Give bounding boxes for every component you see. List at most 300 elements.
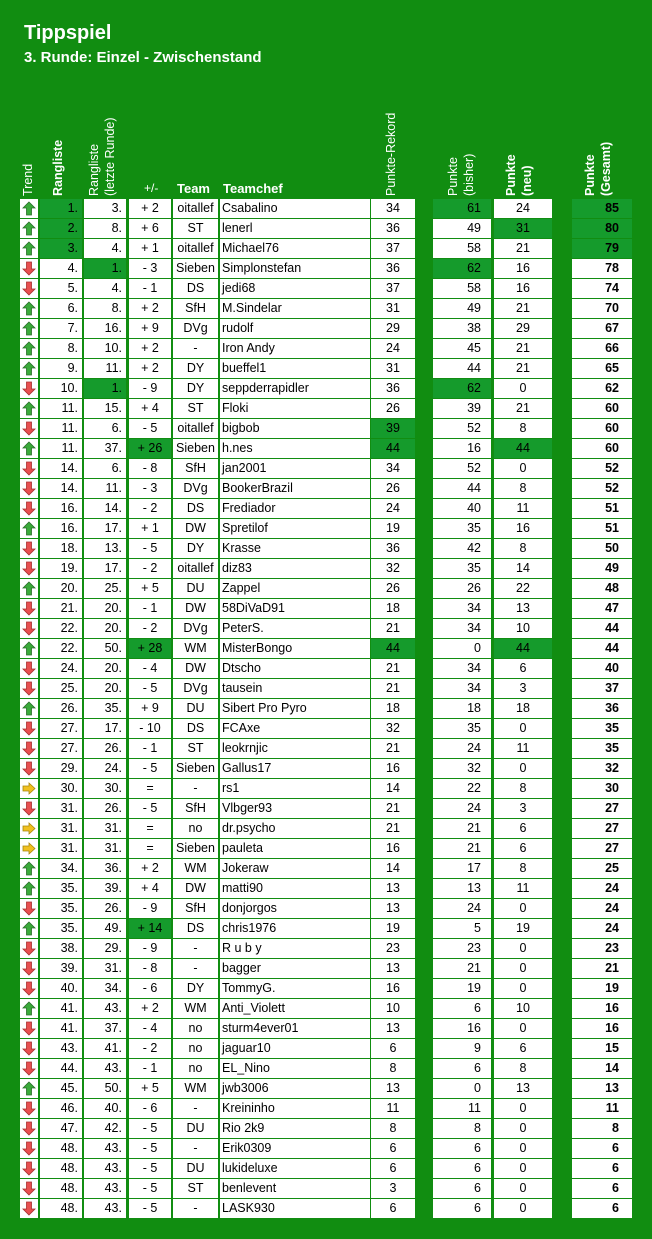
cell-rank: 5.	[40, 279, 82, 298]
cell-chef: Frediador	[220, 499, 370, 518]
arrow-down-icon	[20, 719, 38, 738]
cell-team: DVg	[173, 479, 218, 498]
cell-team: DS	[173, 919, 218, 938]
cell-neu: 21	[494, 339, 552, 358]
cell-prev: 30.	[84, 779, 126, 798]
cell-diff: - 2	[129, 619, 171, 638]
cell-bisher: 62	[433, 259, 491, 278]
cell-bisher: 34	[433, 659, 491, 678]
cell-prev: 31.	[84, 839, 126, 858]
cell-rank: 35.	[40, 879, 82, 898]
table-row	[19, 859, 633, 878]
cell-neu: 0	[494, 459, 552, 478]
cell-chef: Jokeraw	[220, 859, 370, 878]
table-row	[19, 899, 633, 918]
cell-prev: 39.	[84, 879, 126, 898]
cell-neu: 8	[494, 419, 552, 438]
cell-ges: 11	[572, 1099, 632, 1118]
cell-rec: 13	[371, 1019, 415, 1038]
cell-ges: 70	[572, 299, 632, 318]
cell-rank: 48.	[40, 1159, 82, 1178]
cell-rank: 46.	[40, 1099, 82, 1118]
arrow-down-icon	[20, 799, 38, 818]
cell-chef: diz83	[220, 559, 370, 578]
cell-chef: PeterS.	[220, 619, 370, 638]
cell-rank: 31.	[40, 799, 82, 818]
cell-prev: 49.	[84, 919, 126, 938]
table-row	[19, 739, 633, 758]
arrow-right-icon	[20, 779, 38, 798]
cell-chef: donjorgos	[220, 899, 370, 918]
arrow-down-icon	[20, 459, 38, 478]
cell-neu: 0	[494, 1159, 552, 1178]
cell-chef: bueffel1	[220, 359, 370, 378]
arrow-up-icon	[20, 199, 38, 218]
cell-bisher: 21	[433, 839, 491, 858]
cell-rec: 31	[371, 299, 415, 318]
cell-prev: 17.	[84, 519, 126, 538]
cell-team: WM	[173, 999, 218, 1018]
cell-neu: 11	[494, 879, 552, 898]
cell-rec: 36	[371, 219, 415, 238]
arrow-down-icon	[20, 1139, 38, 1158]
cell-rec: 19	[371, 519, 415, 538]
cell-diff: + 9	[129, 699, 171, 718]
table-row	[19, 1159, 633, 1178]
cell-rec: 3	[371, 1179, 415, 1198]
header-prev-line1: Rangliste	[87, 143, 101, 196]
cell-rec: 34	[371, 459, 415, 478]
table-row	[19, 619, 633, 638]
cell-rank: 41.	[40, 999, 82, 1018]
table-row	[19, 639, 633, 658]
cell-rank: 22.	[40, 619, 82, 638]
cell-ges: 19	[572, 979, 632, 998]
cell-bisher: 17	[433, 859, 491, 878]
cell-ges: 60	[572, 399, 632, 418]
cell-ges: 25	[572, 859, 632, 878]
cell-ges: 44	[572, 639, 632, 658]
cell-team: SfH	[173, 299, 218, 318]
cell-ges: 44	[572, 619, 632, 638]
cell-prev: 31.	[84, 819, 126, 838]
cell-chef: M.Sindelar	[220, 299, 370, 318]
cell-team: -	[173, 1099, 218, 1118]
cell-bisher: 45	[433, 339, 491, 358]
cell-neu: 8	[494, 539, 552, 558]
cell-neu: 6	[494, 1039, 552, 1058]
table-row	[19, 959, 633, 978]
table-row	[19, 779, 633, 798]
cell-team: DW	[173, 599, 218, 618]
cell-team: DU	[173, 579, 218, 598]
cell-ges: 40	[572, 659, 632, 678]
cell-rank: 48.	[40, 1179, 82, 1198]
cell-rank: 27.	[40, 719, 82, 738]
cell-prev: 26.	[84, 799, 126, 818]
cell-team: DVg	[173, 679, 218, 698]
cell-bisher: 11	[433, 1099, 491, 1118]
cell-chef: Csabalino	[220, 199, 370, 218]
cell-prev: 25.	[84, 579, 126, 598]
cell-team: Sieben	[173, 439, 218, 458]
table-row	[19, 839, 633, 858]
table-row	[19, 259, 633, 278]
cell-rank: 45.	[40, 1079, 82, 1098]
cell-rec: 18	[371, 699, 415, 718]
cell-prev: 40.	[84, 1099, 126, 1118]
cell-neu: 8	[494, 1059, 552, 1078]
cell-rank: 4.	[40, 259, 82, 278]
arrow-up-icon	[20, 239, 38, 258]
cell-ges: 74	[572, 279, 632, 298]
cell-ges: 32	[572, 759, 632, 778]
table-row	[19, 1039, 633, 1058]
cell-rank: 8.	[40, 339, 82, 358]
cell-bisher: 35	[433, 519, 491, 538]
cell-team: DY	[173, 539, 218, 558]
arrow-down-icon	[20, 1099, 38, 1118]
cell-chef: Rio 2k9	[220, 1119, 370, 1138]
cell-diff: + 28	[129, 639, 171, 658]
cell-rank: 39.	[40, 959, 82, 978]
header-bisher-line2: (bisher)	[462, 153, 476, 196]
cell-prev: 37.	[84, 1019, 126, 1038]
cell-rec: 13	[371, 879, 415, 898]
header-chef: Teamchef	[223, 181, 283, 196]
cell-bisher: 9	[433, 1039, 491, 1058]
table-row	[19, 1119, 633, 1138]
table-row	[19, 559, 633, 578]
cell-rec: 6	[371, 1039, 415, 1058]
table-row	[19, 759, 633, 778]
cell-ges: 6	[572, 1179, 632, 1198]
cell-rank: 34.	[40, 859, 82, 878]
cell-prev: 20.	[84, 599, 126, 618]
cell-bisher: 23	[433, 939, 491, 958]
cell-ges: 24	[572, 919, 632, 938]
cell-neu: 31	[494, 219, 552, 238]
cell-rec: 26	[371, 479, 415, 498]
table-row	[19, 319, 633, 338]
cell-team: DW	[173, 519, 218, 538]
cell-rec: 21	[371, 679, 415, 698]
cell-team: -	[173, 1139, 218, 1158]
arrow-up-icon	[20, 219, 38, 238]
cell-diff: + 1	[129, 239, 171, 258]
cell-prev: 24.	[84, 759, 126, 778]
cell-diff: - 6	[129, 1099, 171, 1118]
cell-neu: 16	[494, 519, 552, 538]
cell-diff: + 6	[129, 219, 171, 238]
cell-team: -	[173, 779, 218, 798]
cell-bisher: 39	[433, 399, 491, 418]
cell-prev: 35.	[84, 699, 126, 718]
table-row	[19, 339, 633, 358]
cell-chef: Kreininho	[220, 1099, 370, 1118]
cell-bisher: 6	[433, 1199, 491, 1218]
cell-diff: - 9	[129, 379, 171, 398]
arrow-up-icon	[20, 919, 38, 938]
cell-neu: 0	[494, 899, 552, 918]
table-row	[19, 939, 633, 958]
header-ges-line2: (Gesamt)	[599, 141, 613, 196]
cell-diff: - 8	[129, 459, 171, 478]
cell-chef: MisterBongo	[220, 639, 370, 658]
cell-neu: 0	[494, 1099, 552, 1118]
cell-rec: 16	[371, 979, 415, 998]
cell-rank: 19.	[40, 559, 82, 578]
cell-rec: 21	[371, 659, 415, 678]
cell-ges: 6	[572, 1159, 632, 1178]
cell-chef: Erik0309	[220, 1139, 370, 1158]
cell-bisher: 6	[433, 1139, 491, 1158]
cell-team: WM	[173, 639, 218, 658]
cell-neu: 8	[494, 479, 552, 498]
cell-prev: 20.	[84, 619, 126, 638]
arrow-down-icon	[20, 379, 38, 398]
cell-rec: 13	[371, 899, 415, 918]
table-row	[19, 359, 633, 378]
cell-diff: + 2	[129, 199, 171, 218]
cell-diff: + 4	[129, 879, 171, 898]
table-row	[19, 659, 633, 678]
cell-prev: 17.	[84, 719, 126, 738]
cell-chef: Simplonstefan	[220, 259, 370, 278]
cell-team: -	[173, 1199, 218, 1218]
cell-ges: 14	[572, 1059, 632, 1078]
cell-rank: 9.	[40, 359, 82, 378]
cell-neu: 0	[494, 379, 552, 398]
cell-diff: + 2	[129, 859, 171, 878]
cell-diff: - 5	[129, 1119, 171, 1138]
header-bisher-line1: Punkte	[446, 157, 460, 196]
cell-team: DS	[173, 719, 218, 738]
cell-ges: 65	[572, 359, 632, 378]
cell-prev: 50.	[84, 1079, 126, 1098]
cell-rec: 26	[371, 579, 415, 598]
cell-diff: - 5	[129, 679, 171, 698]
cell-diff: + 26	[129, 439, 171, 458]
cell-rank: 41.	[40, 1019, 82, 1038]
arrow-down-icon	[20, 479, 38, 498]
table-row	[19, 919, 633, 938]
table-row	[19, 1079, 633, 1098]
cell-prev: 26.	[84, 899, 126, 918]
header-ges-line1: Punkte	[583, 154, 597, 196]
table-row	[19, 979, 633, 998]
cell-rec: 14	[371, 779, 415, 798]
cell-neu: 11	[494, 499, 552, 518]
cell-diff: - 10	[129, 719, 171, 738]
cell-rank: 6.	[40, 299, 82, 318]
cell-chef: tausein	[220, 679, 370, 698]
cell-prev: 8.	[84, 299, 126, 318]
cell-neu: 11	[494, 739, 552, 758]
cell-rank: 11.	[40, 419, 82, 438]
cell-rank: 20.	[40, 579, 82, 598]
cell-ges: 67	[572, 319, 632, 338]
cell-team: DU	[173, 1119, 218, 1138]
cell-chef: leokrnjic	[220, 739, 370, 758]
cell-rec: 37	[371, 239, 415, 258]
cell-chef: jedi68	[220, 279, 370, 298]
cell-rank: 14.	[40, 479, 82, 498]
cell-rank: 7.	[40, 319, 82, 338]
cell-prev: 3.	[84, 199, 126, 218]
header-rank: Rangliste	[51, 139, 65, 196]
cell-chef: FCAxe	[220, 719, 370, 738]
cell-bisher: 44	[433, 359, 491, 378]
cell-bisher: 0	[433, 639, 491, 658]
table-row	[19, 719, 633, 738]
cell-rec: 8	[371, 1059, 415, 1078]
cell-bisher: 62	[433, 379, 491, 398]
cell-bisher: 35	[433, 559, 491, 578]
cell-diff: =	[129, 819, 171, 838]
cell-ges: 47	[572, 599, 632, 618]
cell-neu: 29	[494, 319, 552, 338]
cell-diff: - 5	[129, 1179, 171, 1198]
cell-neu: 0	[494, 939, 552, 958]
cell-diff: + 5	[129, 1079, 171, 1098]
cell-ges: 35	[572, 719, 632, 738]
cell-team: oitallef	[173, 419, 218, 438]
cell-chef: Gallus17	[220, 759, 370, 778]
cell-prev: 17.	[84, 559, 126, 578]
cell-ges: 52	[572, 479, 632, 498]
cell-diff: - 3	[129, 479, 171, 498]
cell-ges: 27	[572, 799, 632, 818]
table-row	[19, 219, 633, 238]
cell-rank: 21.	[40, 599, 82, 618]
cell-bisher: 34	[433, 599, 491, 618]
cell-rec: 16	[371, 759, 415, 778]
cell-team: ST	[173, 739, 218, 758]
table-row	[19, 519, 633, 538]
cell-chef: matti90	[220, 879, 370, 898]
table-row	[19, 819, 633, 838]
table-row	[19, 679, 633, 698]
cell-prev: 43.	[84, 1139, 126, 1158]
cell-team: -	[173, 339, 218, 358]
table-row	[19, 399, 633, 418]
cell-rank: 2.	[40, 219, 82, 238]
cell-bisher: 52	[433, 459, 491, 478]
cell-rec: 29	[371, 319, 415, 338]
table-row	[19, 499, 633, 518]
cell-ges: 24	[572, 899, 632, 918]
cell-neu: 0	[494, 1179, 552, 1198]
cell-chef: Dtscho	[220, 659, 370, 678]
cell-rec: 44	[371, 639, 415, 658]
cell-chef: Michael76	[220, 239, 370, 258]
cell-diff: - 5	[129, 1199, 171, 1218]
cell-prev: 43.	[84, 1199, 126, 1218]
cell-prev: 31.	[84, 959, 126, 978]
cell-chef: jan2001	[220, 459, 370, 478]
cell-rank: 31.	[40, 819, 82, 838]
cell-rank: 48.	[40, 1139, 82, 1158]
cell-rec: 26	[371, 399, 415, 418]
cell-rec: 8	[371, 1119, 415, 1138]
cell-prev: 1.	[84, 379, 126, 398]
cell-bisher: 42	[433, 539, 491, 558]
cell-rec: 19	[371, 919, 415, 938]
cell-diff: - 3	[129, 259, 171, 278]
cell-prev: 42.	[84, 1119, 126, 1138]
cell-rank: 29.	[40, 759, 82, 778]
cell-rank: 47.	[40, 1119, 82, 1138]
cell-bisher: 34	[433, 679, 491, 698]
header-diff: +/-	[144, 181, 159, 195]
cell-ges: 21	[572, 959, 632, 978]
table-row	[19, 1099, 633, 1118]
cell-rank: 14.	[40, 459, 82, 478]
arrow-down-icon	[20, 959, 38, 978]
cell-neu: 16	[494, 279, 552, 298]
table-row	[19, 799, 633, 818]
header-neu-line2: (neu)	[520, 165, 534, 196]
cell-chef: h.nes	[220, 439, 370, 458]
cell-rank: 35.	[40, 919, 82, 938]
cell-rank: 1.	[40, 199, 82, 218]
cell-neu: 0	[494, 979, 552, 998]
cell-rec: 39	[371, 419, 415, 438]
cell-bisher: 35	[433, 719, 491, 738]
cell-neu: 3	[494, 679, 552, 698]
cell-prev: 1.	[84, 259, 126, 278]
cell-neu: 13	[494, 599, 552, 618]
arrow-down-icon	[20, 1039, 38, 1058]
cell-rec: 11	[371, 1099, 415, 1118]
cell-ges: 6	[572, 1139, 632, 1158]
cell-diff: + 14	[129, 919, 171, 938]
cell-rec: 24	[371, 499, 415, 518]
cell-prev: 34.	[84, 979, 126, 998]
table-row	[19, 479, 633, 498]
cell-diff: - 9	[129, 939, 171, 958]
cell-prev: 29.	[84, 939, 126, 958]
cell-rec: 37	[371, 279, 415, 298]
cell-rank: 11.	[40, 439, 82, 458]
arrow-up-icon	[20, 299, 38, 318]
cell-ges: 8	[572, 1119, 632, 1138]
cell-diff: + 9	[129, 319, 171, 338]
cell-neu: 22	[494, 579, 552, 598]
cell-chef: bagger	[220, 959, 370, 978]
cell-diff: + 2	[129, 299, 171, 318]
table-row	[19, 1059, 633, 1078]
cell-bisher: 6	[433, 1059, 491, 1078]
cell-rec: 16	[371, 839, 415, 858]
table-row	[19, 239, 633, 258]
cell-chef: seppderrapidler	[220, 379, 370, 398]
table-row	[19, 599, 633, 618]
cell-ges: 79	[572, 239, 632, 258]
cell-rec: 6	[371, 1139, 415, 1158]
arrow-down-icon	[20, 899, 38, 918]
cell-rank: 30.	[40, 779, 82, 798]
arrow-down-icon	[20, 939, 38, 958]
cell-diff: - 5	[129, 799, 171, 818]
cell-neu: 6	[494, 819, 552, 838]
cell-chef: benlevent	[220, 1179, 370, 1198]
cell-neu: 0	[494, 1119, 552, 1138]
cell-chef: R u b y	[220, 939, 370, 958]
cell-rank: 25.	[40, 679, 82, 698]
cell-neu: 44	[494, 639, 552, 658]
